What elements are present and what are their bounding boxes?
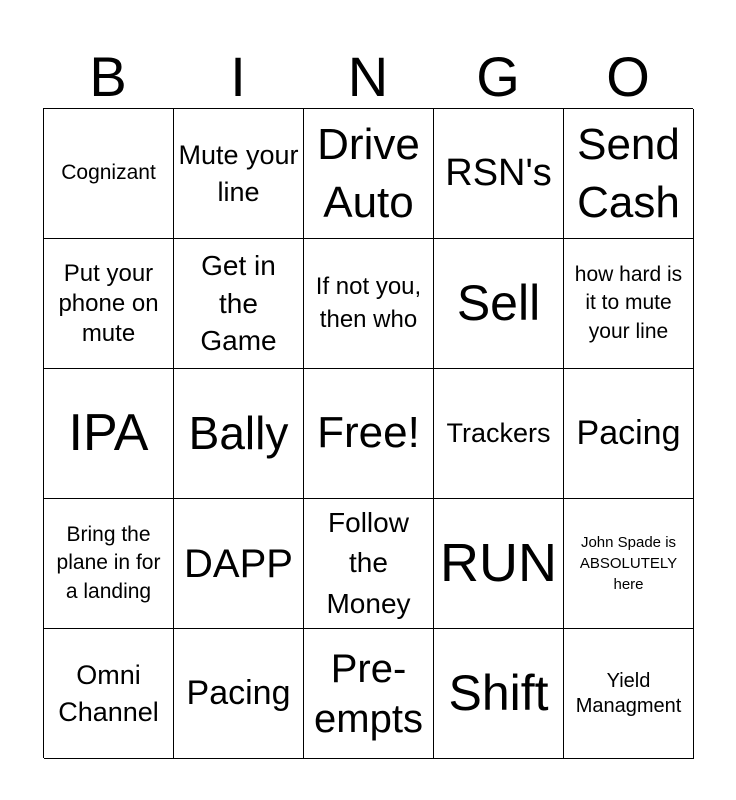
cell-text: Pre-empts bbox=[314, 646, 423, 741]
bingo-cell-r4c2[interactable] bbox=[174, 499, 304, 629]
bingo-cell-r1c2[interactable] bbox=[174, 109, 304, 239]
cell-text: Sell bbox=[456, 274, 541, 331]
header-letter-n: N bbox=[347, 45, 389, 108]
bingo-cell-r1c4[interactable] bbox=[434, 109, 564, 239]
bingo-cell-r5c5[interactable] bbox=[564, 629, 694, 759]
header-letter-o: O bbox=[606, 45, 650, 108]
bingo-cell-r4c3[interactable] bbox=[304, 499, 434, 629]
header-letter-b: B bbox=[89, 45, 127, 108]
bingo-cell-r4c4[interactable] bbox=[434, 499, 564, 629]
cell-text: Bring the plane in for a landing bbox=[56, 522, 161, 603]
bingo-cell-r3c3[interactable] bbox=[304, 369, 434, 499]
bingo-cell-r1c5[interactable] bbox=[564, 109, 694, 239]
cell-text: Send Cash bbox=[577, 120, 680, 227]
cell-text: Put your phone on mute bbox=[58, 259, 159, 347]
bingo-board bbox=[43, 108, 693, 758]
cell-text: RUN bbox=[440, 533, 557, 594]
bingo-cell-r2c3[interactable] bbox=[304, 239, 434, 369]
bingo-cell-r1c1[interactable] bbox=[44, 109, 174, 239]
bingo-cell-r3c1[interactable] bbox=[44, 369, 174, 499]
cell-text: IPA bbox=[68, 403, 149, 462]
bingo-cell-r2c2[interactable] bbox=[174, 239, 304, 369]
bingo-cell-r2c4[interactable] bbox=[434, 239, 564, 369]
header-letter-g: G bbox=[476, 45, 520, 108]
bingo-cell-r5c3[interactable] bbox=[304, 629, 434, 759]
cell-text: how hard is it to mute your line bbox=[574, 262, 683, 343]
cell-text: Follow the Money bbox=[326, 506, 411, 619]
cell-text: Pacing bbox=[186, 673, 291, 712]
bingo-cell-r5c1[interactable] bbox=[44, 629, 174, 759]
cell-text: Omni Channel bbox=[58, 660, 159, 727]
cell-text: Yield Managment bbox=[575, 669, 682, 717]
bingo-cell-r3c5[interactable] bbox=[564, 369, 694, 499]
bingo-cell-r5c2[interactable] bbox=[174, 629, 304, 759]
bingo-cell-r4c1[interactable] bbox=[44, 499, 174, 629]
cell-text: Cognizant bbox=[61, 161, 156, 185]
bingo-cell-r1c3[interactable] bbox=[304, 109, 434, 239]
cell-text: John Spade is ABSOLUTELY here bbox=[579, 534, 678, 593]
cell-text: Mute your line bbox=[178, 140, 299, 207]
cell-text: Bally bbox=[188, 407, 289, 460]
cell-text: DAPP bbox=[184, 541, 293, 586]
bingo-header bbox=[43, 40, 693, 108]
cell-text: RSN's bbox=[445, 151, 552, 194]
header-letter-i: I bbox=[230, 45, 246, 108]
bingo-cell-r5c4[interactable] bbox=[434, 629, 564, 759]
bingo-cell-r2c1[interactable] bbox=[44, 239, 174, 369]
cell-text: If not you, then who bbox=[315, 273, 422, 333]
cell-text: Get in the Game bbox=[200, 249, 277, 357]
bingo-cell-r4c5[interactable] bbox=[564, 499, 694, 629]
cell-text: Shift bbox=[448, 664, 549, 721]
cell-text: Trackers bbox=[446, 417, 551, 448]
bingo-cell-r3c4[interactable] bbox=[434, 369, 564, 499]
bingo-cell-r3c2[interactable] bbox=[174, 369, 304, 499]
cell-text: Pacing bbox=[576, 413, 681, 452]
cell-text: Free! bbox=[317, 408, 420, 458]
bingo-cell-r2c5[interactable] bbox=[564, 239, 694, 369]
cell-text: Drive Auto bbox=[317, 120, 420, 227]
